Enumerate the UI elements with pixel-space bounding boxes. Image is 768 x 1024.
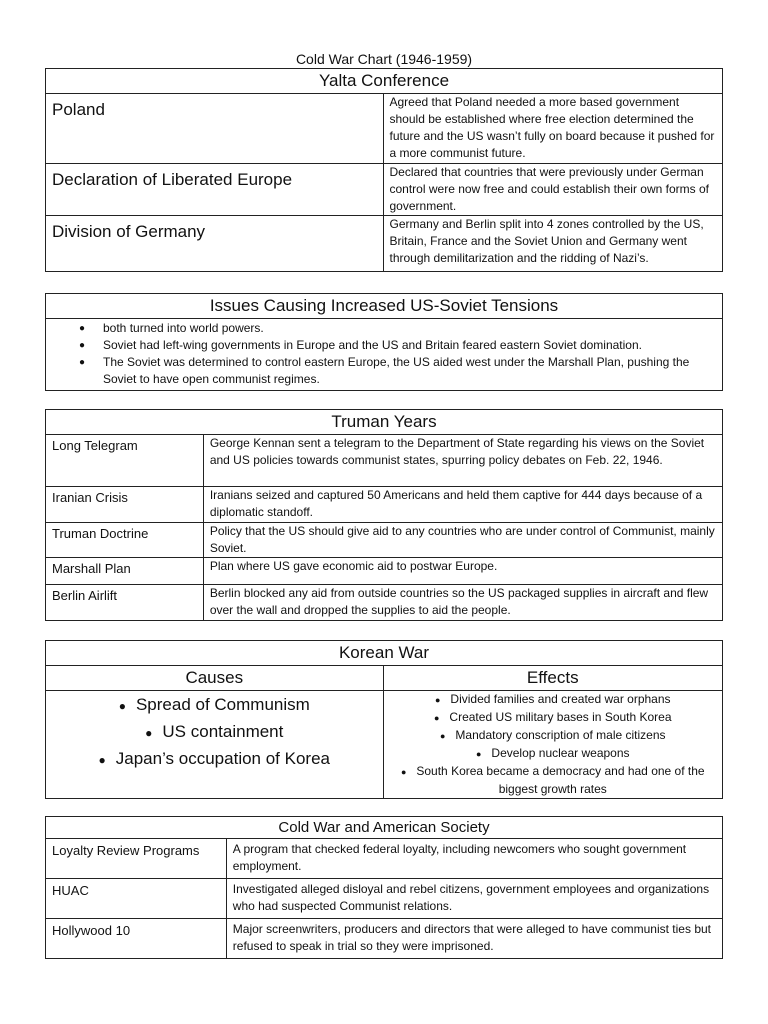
- truman-table: [45, 409, 723, 621]
- bullet-icon: ●: [145, 726, 153, 740]
- document-title: Cold War Chart (1946-1959): [295, 51, 473, 67]
- bullet-icon: ●: [439, 731, 446, 741]
- table-row: [46, 164, 723, 216]
- effects-header: Effects: [383, 666, 722, 691]
- yalta-term: Poland: [46, 94, 384, 164]
- table-row: [46, 585, 723, 621]
- table-row: [46, 879, 723, 919]
- tensions-list: [52, 320, 716, 388]
- bullet-icon: ●: [118, 699, 126, 713]
- truman-term: Iranian Crisis: [46, 487, 204, 523]
- truman-desc: George Kennan sent a telegram to the Department of State regarding his views on the Soviet and US policies towards communist states, spurring policy debates on Feb. 22, 1946.: [203, 435, 722, 487]
- list-item: ● The Soviet was determined to control eastern Europe, the US aided west under the Marshall Plan, pushing the Soviet to have open communist regimes.: [52, 354, 716, 388]
- yalta-desc: Declared that countries that were previously under German control were now free and could establish their own forms of government.: [383, 164, 723, 216]
- society-header: Cold War and American Society: [46, 817, 723, 839]
- truman-desc: Berlin blocked any aid from outside countries so the US packaged supplies in aircraft and flew over the wall and dropped the supplies to aid the people.: [203, 585, 722, 621]
- truman-desc: Plan where US gave economic aid to postwar Europe.: [203, 558, 722, 585]
- list-item: ● Mandatory conscription of male citizens: [439, 728, 666, 742]
- bullet-icon: ●: [434, 695, 441, 705]
- yalta-table: [45, 68, 723, 272]
- effects-list: [390, 691, 716, 798]
- list-item: ● Develop nuclear weapons: [475, 746, 630, 760]
- list-item: ● Divided families and created war orphans: [434, 692, 671, 706]
- society-term: Hollywood 10: [46, 919, 227, 959]
- table-row: [46, 523, 723, 558]
- truman-term: Truman Doctrine: [46, 523, 204, 558]
- tensions-table: [45, 293, 723, 391]
- table-row: [46, 558, 723, 585]
- yalta-term: Declaration of Liberated Europe: [46, 164, 384, 216]
- yalta-header: Yalta Conference: [46, 69, 723, 94]
- table-row: [46, 839, 723, 879]
- society-table: [45, 816, 723, 959]
- yalta-desc: Germany and Berlin split into 4 zones controlled by the US, Britain, France and the Soviet Union and Germany went through demilitarization and the ridding of Nazi’s.: [383, 216, 723, 272]
- bullet-icon: ●: [475, 749, 482, 759]
- table-row: [46, 216, 723, 272]
- truman-term: Marshall Plan: [46, 558, 204, 585]
- list-item: ● both turned into world powers.: [52, 320, 716, 337]
- bullet-icon: ●: [433, 713, 440, 723]
- list-item: ● US containment: [145, 722, 284, 741]
- list-item: ● Created US military bases in South Korea: [433, 710, 672, 724]
- truman-term: Long Telegram: [46, 435, 204, 487]
- bullet-icon: ●: [400, 767, 407, 777]
- table-row: [46, 919, 723, 959]
- table-row: [46, 94, 723, 164]
- bullet-icon: ●: [98, 753, 106, 767]
- truman-desc: Iranians seized and captured 50 Americans and held them captive for 444 days because of a diplomatic standoff.: [203, 487, 722, 523]
- yalta-term: Division of Germany: [46, 216, 384, 272]
- yalta-desc: Agreed that Poland needed a more based government should be established where free election determined the future and the US wasn’t fully on board because it pushed for a more communist future.: [383, 94, 723, 164]
- causes-header: Causes: [46, 666, 384, 691]
- truman-term: Berlin Airlift: [46, 585, 204, 621]
- society-desc: A program that checked federal loyalty, including newcomers who sought government employment.: [226, 839, 722, 879]
- list-item: ● Spread of Communism: [118, 695, 310, 714]
- society-desc: Investigated alleged disloyal and rebel citizens, government employees and organizations who had suspected Communist relations.: [226, 879, 722, 919]
- society-term: Loyalty Review Programs: [46, 839, 227, 879]
- tensions-header: Issues Causing Increased US-Soviet Tensions: [46, 294, 723, 319]
- society-term: HUAC: [46, 879, 227, 919]
- truman-desc: Policy that the US should give aid to any countries who are under control of Communist, mainly Soviet.: [203, 523, 722, 558]
- list-item: ● Japan’s occupation of Korea: [98, 749, 330, 768]
- society-desc: Major screenwriters, producers and directors that were alleged to have communist ties but refused to speak in trial so they were imprisoned.: [226, 919, 722, 959]
- table-row: [46, 435, 723, 487]
- korea-table: [45, 640, 723, 799]
- table-row: [46, 487, 723, 523]
- truman-header: Truman Years: [46, 410, 723, 435]
- causes-list: [52, 692, 377, 773]
- list-item: ● Soviet had left-wing governments in Europe and the US and Britain feared eastern Soviet domination.: [52, 337, 716, 354]
- korea-header: Korean War: [46, 641, 723, 666]
- list-item: ● South Korea became a democracy and had one of the biggest growth rates: [400, 764, 705, 796]
